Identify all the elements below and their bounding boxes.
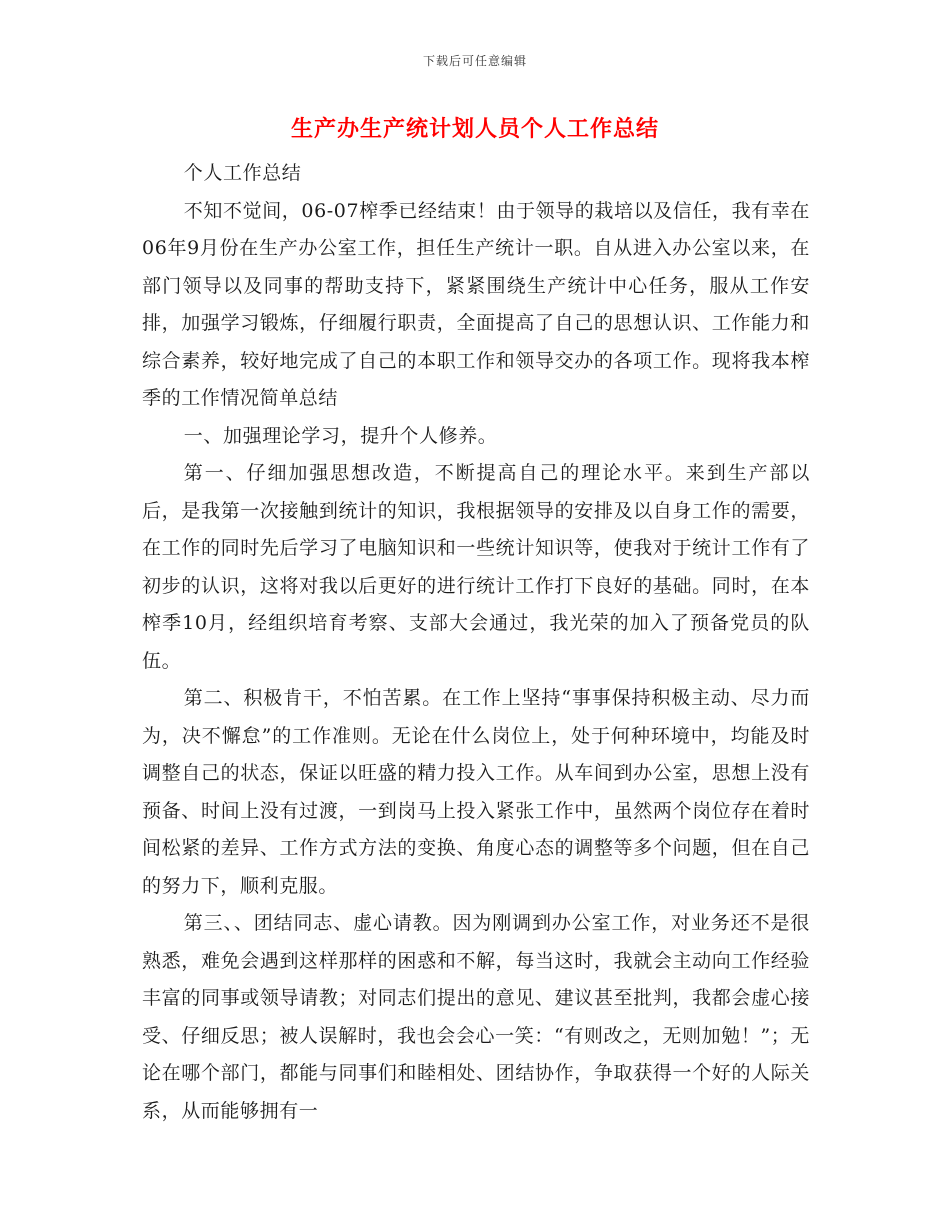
document-body (142, 155, 810, 1130)
paragraph-intro: 不知不觉间，06-07榨季已经结束！由于领导的栽培以及信任，我有幸在06年9月份在生产办公室工作，担任生产统计一职。自从进入办公室以来，在部门领导以及同事的帮助支持下，紧紧围绕生产统计中心任务，服从工作安排，加强学习锻炼，仔细履行职责，全面提高了自己的思想认识、工作能力和综合素养，较好地完成了自己的本职工作和领导交办的各项工作。现将我本榨季的工作情况简单总结 (142, 199, 810, 409)
paragraph-subtitle: 个人工作总结 (183, 162, 302, 184)
paragraph-section-heading: 一、加强理论学习，提升个人修养。 (183, 424, 498, 447)
paragraph-third-point: 第三、、团结同志、虚心请教。因为刚调到办公室工作，对业务还不是很熟悉，难免会遇到这样那样的困惑和不解，每当这时，我就会主动向工作经验丰富的同事或领导请教；对同志们提出的意见、建议甚至批判，我都会虚心接受、仔细反思；被人误解时，我也会会心一笑：“有则改之，无则加勉！”；无论在哪个部门，都能与同事们和睦相处、团结协作，争取获得一个好的人际关系，从而能够拥有一 (142, 912, 810, 1122)
header-note: 下载后可任意编辑 (422, 54, 527, 68)
paragraph-first-point: 第一、仔细加强思想改造，不断提高自己的理论水平。来到生产部以后，是我第一次接触到统计的知识，我根据领导的安排及以自身工作的需要，在工作的同时先后学习了电脑知识和一些统计知识等，使我对于统计工作有了初步的认识，这将对我以后更好的进行统计工作打下良好的基础。同时，在本榨季10月，经组织培育考察、支部大会通过，我光荣的加入了预备党员的队伍。 (142, 462, 810, 672)
paragraph-second-point: 第二、积极肯干，不怕苦累。在工作上坚持“事事保持积极主动、尽力而为，决不懈怠”的工作准则。无论在什么岗位上，处于何种环境中，均能及时调整自己的状态，保证以旺盛的精力投入工作。从车间到办公室，思想上没有预备、时间上没有过渡，一到岗马上投入紧张工作中，虽然两个岗位存在着时间松紧的差异、工作方式方法的变换、角度心态的调整等多个问题，但在自己的努力下，顺利克服。 (142, 687, 810, 897)
document-title: 生产办生产统计划人员个人工作总结 (290, 116, 659, 142)
